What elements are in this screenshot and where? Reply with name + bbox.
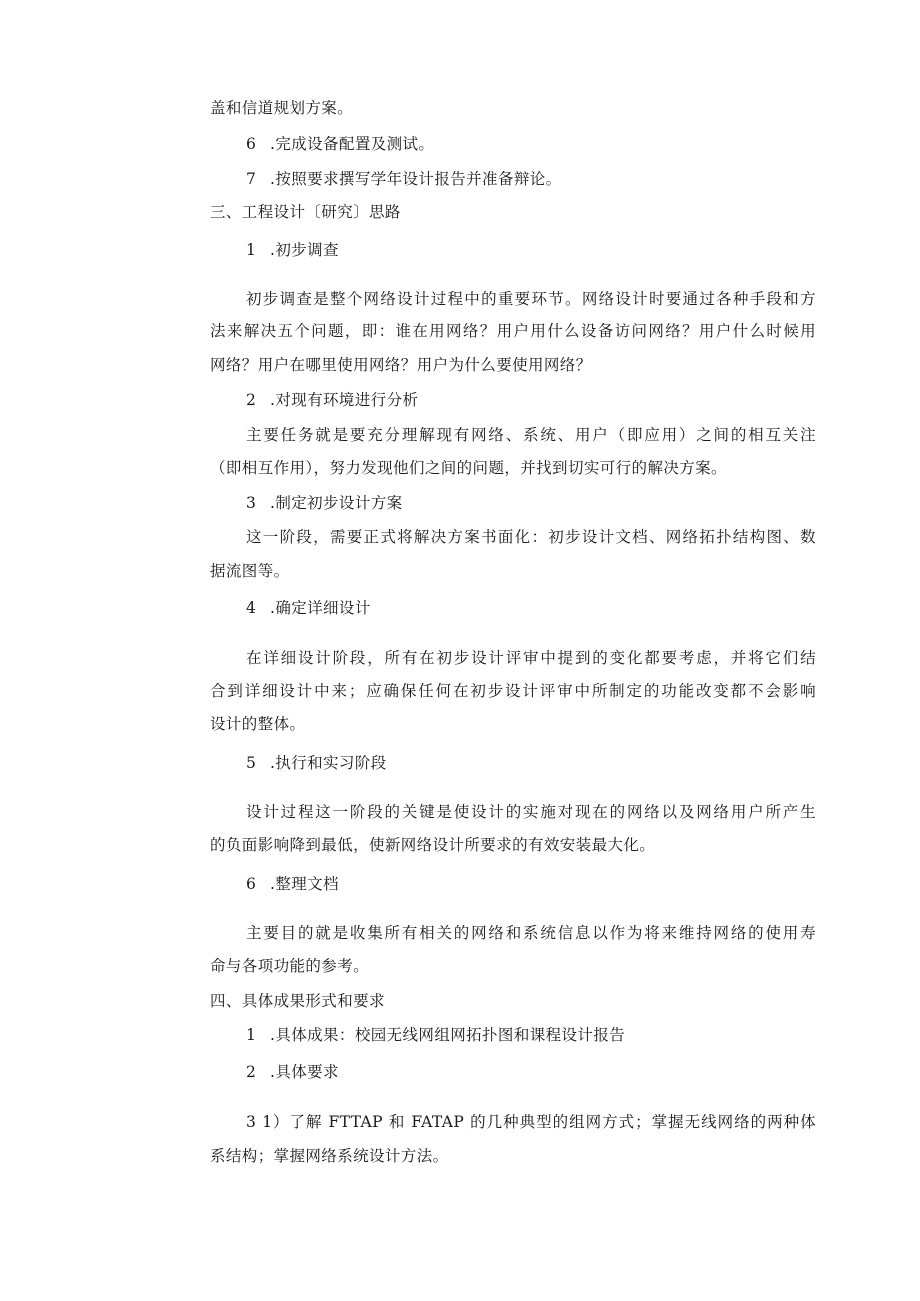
section-4-item-1 xyxy=(246,1025,625,1045)
paragraph-line: 据流图等。 xyxy=(210,562,290,580)
paragraph-line: 的负面影响降到最低，使新网络设计所要求的有效安装最大化。 xyxy=(210,836,656,854)
section-3-item-4-title xyxy=(246,598,371,618)
paragraph-line: 网络？用户在哪里使用网络？用户为什么要使用网络？ xyxy=(210,356,592,374)
paragraph-line: 初步调查是整个网络设计过程中的重要环节。网络设计时要通过各种手段和方 xyxy=(246,290,816,308)
item-number: 4 xyxy=(246,599,257,617)
step-7-text: .按照要求撰写学年设计报告并准备辩论。 xyxy=(270,170,562,188)
item-number: 1 xyxy=(246,241,257,259)
item-title: .初步调查 xyxy=(270,241,339,259)
section-3-item-1-title xyxy=(246,240,339,260)
paragraph-line: 系结构；掌握网络系统设计方法。 xyxy=(210,1147,449,1165)
item-number: 2 xyxy=(246,1063,257,1081)
item-title: .制定初步设计方案 xyxy=(270,494,403,512)
step-6-number: 6 xyxy=(246,135,257,153)
paragraph-line: 3 1）了解 FTTAP 和 FATAP 的几种典型的组网方式；掌握无线网络的两种体 xyxy=(246,1113,816,1131)
paragraph-line: 在详细设计阶段，所有在初步设计评审中提到的变化都要考虑，并将它们结 xyxy=(246,649,816,667)
paragraph-line: 主要任务就是要充分理解现有网络、系统、用户（即应用）之间的相互关注 xyxy=(246,426,816,444)
section-3-heading: 三、工程设计〔研究〕思路 xyxy=(210,203,401,221)
item-title: .执行和实习阶段 xyxy=(270,754,387,772)
section-3-item-5-title xyxy=(246,753,387,773)
item-title: .确定详细设计 xyxy=(270,599,371,617)
paragraph-line: （即相互作用），努力发现他们之间的问题，并找到切实可行的解决方案。 xyxy=(210,459,727,477)
item-text: .具体要求 xyxy=(270,1063,339,1081)
section-3-item-6-title xyxy=(246,874,339,894)
item-title: .对现有环境进行分析 xyxy=(270,391,419,409)
item-text: .具体成果：校园无线网组网拓扑图和课程设计报告 xyxy=(270,1026,626,1044)
paragraph-line: 设计的整体。 xyxy=(210,715,306,733)
paragraph-line: 法来解决五个问题，即：谁在用网络？用户用什么设备访问网络？用户什么时候用 xyxy=(210,322,816,340)
item-number: 3 xyxy=(246,494,257,512)
paragraph-line: 这一阶段，需要正式将解决方案书面化：初步设计文档、网络拓扑结构图、数 xyxy=(246,528,816,546)
step-7 xyxy=(246,169,562,189)
paragraph-line: 设计过程这一阶段的关键是使设计的实施对现在的网络以及网络用户所产生 xyxy=(246,803,816,821)
item-number: 6 xyxy=(246,875,257,893)
step-6-text: .完成设备配置及测试。 xyxy=(270,135,435,153)
item-number: 5 xyxy=(246,754,257,772)
intro-tail: 盖和信道规划方案。 xyxy=(210,99,354,117)
item-number: 1 xyxy=(246,1026,257,1044)
paragraph-line: 主要目的就是收集所有相关的网络和系统信息以作为将来维持网络的使用寿 xyxy=(246,924,816,942)
section-4-item-2 xyxy=(246,1062,339,1082)
step-6 xyxy=(246,134,434,154)
paragraph-line: 合到详细设计中来；应确保任何在初步设计评审中所制定的功能改变都不会影响 xyxy=(210,682,816,700)
item-number: 2 xyxy=(246,391,257,409)
section-4-heading: 四、具体成果形式和要求 xyxy=(210,992,385,1010)
step-7-number: 7 xyxy=(246,170,257,188)
paragraph-line: 命与各项功能的参考。 xyxy=(210,957,370,975)
item-title: .整理文档 xyxy=(270,875,339,893)
section-3-item-3-title xyxy=(246,493,403,513)
section-3-item-2-title xyxy=(246,390,418,410)
